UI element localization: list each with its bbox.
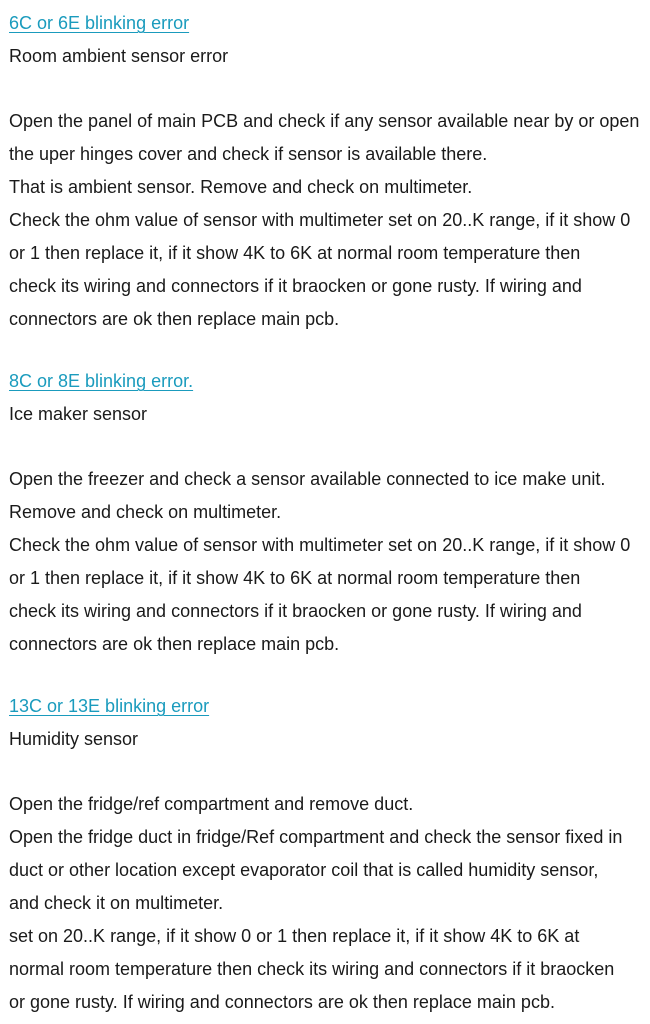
error-heading-link[interactable]: 6C or 6E blinking error — [9, 13, 190, 33]
instruction-line: connectors are ok then replace main pcb. — [9, 309, 340, 329]
instruction-line: Open the fridge/ref compartment and remove duct. — [9, 794, 414, 814]
instruction-line: duct or other location except evaporator coil that is called humidity sensor, — [9, 860, 599, 880]
instruction-line: set on 20..K range, if it show 0 or 1 then replace it, if it show 4K to 6K at — [9, 926, 580, 946]
instruction-line: or gone rusty. If wiring and connectors are ok then replace main pcb. — [9, 992, 555, 1012]
instructions-block — [9, 463, 640, 661]
instruction-line: the uper hinges cover and check if sensor is available there. — [9, 144, 488, 164]
instruction-line: or 1 then replace it, if it show 4K to 6K at normal room temperature then — [9, 568, 581, 588]
instructions-block — [9, 788, 640, 1019]
instruction-line: Remove and check on multimeter. — [9, 502, 282, 522]
instruction-line: normal room temperature then check its wiring and connectors if it braocken — [9, 959, 615, 979]
section-6c-6e — [9, 0, 640, 336]
instruction-line: or 1 then replace it, if it show 4K to 6K at normal room temperature then — [9, 243, 581, 263]
instruction-line: Open the freezer and check a sensor available connected to ice make unit. — [9, 469, 606, 489]
section-8c-8e — [9, 336, 640, 661]
error-subtitle: Humidity sensor — [9, 729, 139, 749]
error-heading-link[interactable]: 8C or 8E blinking error. — [9, 371, 194, 391]
error-subtitle: Ice maker sensor — [9, 404, 148, 424]
instructions-block — [9, 105, 640, 336]
instruction-line: Check the ohm value of sensor with multimeter set on 20..K range, if it show 0 — [9, 535, 631, 555]
instruction-line: Open the panel of main PCB and check if any sensor available near by or open — [9, 111, 640, 131]
instruction-line: That is ambient sensor. Remove and check on multimeter. — [9, 177, 473, 197]
instruction-line: Open the fridge duct in fridge/Ref compartment and check the sensor fixed in — [9, 827, 623, 847]
error-subtitle: Room ambient sensor error — [9, 46, 229, 66]
section-13c-13e — [9, 661, 640, 1019]
error-heading-link[interactable]: 13C or 13E blinking error — [9, 696, 210, 716]
instruction-line: Check the ohm value of sensor with multimeter set on 20..K range, if it show 0 — [9, 210, 631, 230]
instruction-line: check its wiring and connectors if it braocken or gone rusty. If wiring and — [9, 601, 582, 621]
instruction-line: check its wiring and connectors if it braocken or gone rusty. If wiring and — [9, 276, 582, 296]
instruction-line: and check it on multimeter. — [9, 893, 224, 913]
instruction-line: connectors are ok then replace main pcb. — [9, 634, 340, 654]
